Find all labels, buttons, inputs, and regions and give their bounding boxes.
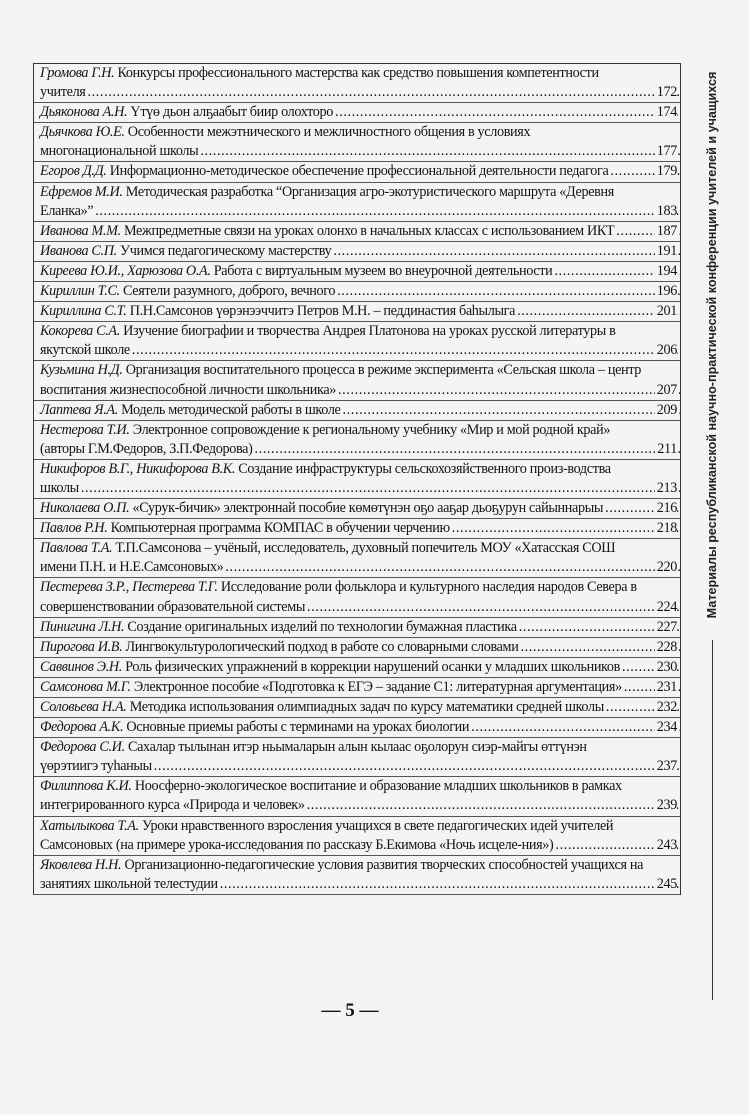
entry-title: Изучение биографии и творчества Андрея Платонова на уроках русской литературы в якутской школе ..... [40,323,615,358]
toc-entry [34,698,680,718]
toc-entry [34,777,680,816]
toc-entry [34,499,680,519]
entry-author: Кириллина С.Т. [40,303,127,320]
entry-page: 237 [655,757,677,776]
entry-page: 239 [655,796,677,815]
toc-entry [34,123,680,162]
entry-title: Основные приемы работы с терминами на уроках биологии ..... [126,719,469,735]
entry-title: Ноосферно-экологическое воспитание и образование младших школьников в рамках интегрированного курса «Природа и человек» ..... [40,778,622,813]
entry-title: Методика использования олимпиадных задач по курсу математики средней школы ..... [130,699,604,715]
entry-title: Создание инфраструктуры сельскохозяйственного произ-водства школы ..... [40,461,611,496]
toc-entry [34,817,680,856]
entry-title: Лингвокультурологический подход в работе со словарными словами ..... [126,639,519,655]
entry-author: Хатылыкова Т.А. [40,817,139,834]
entry-author: Громова Г.Н. [40,65,115,81]
entry-author: Иванова С.П. [40,242,117,259]
toc-entry [34,718,680,738]
page-number: — 5 — [321,1000,379,1021]
entry-title: Уроки нравственного взросления учащихся в свете педагогических идей учителей Самсоновых (на примере урока-исследования по рассказу Б.Екимова «Ночь исцеле-ния») ..... [40,818,613,853]
entry-page: 183 [655,202,677,221]
entry-page: 243 [655,836,677,855]
toc-entry [34,361,680,400]
entry-author: Егоров Д.Д. [40,163,107,180]
toc-entry [34,302,680,322]
entry-author: Лаптева Я.А. [40,401,118,418]
entry-page: 218 [655,519,677,538]
toc-entry [34,242,680,262]
entry-page: 196 [655,282,677,301]
entry-author: Самсонова М.Г. [40,678,131,695]
entry-author: Дьяконова А.Н. [40,104,128,121]
entry-page: 234 [655,718,677,737]
entry-author: Пестерева З.Р., Пестерева Т.Г. [40,579,218,596]
entry-author: Павлов Р.Н. [40,520,108,537]
entry-page: 220 [655,558,677,577]
toc-entry [34,222,680,242]
side-running-title [700,65,724,625]
entry-title: П.Н.Самсонов үөрэнээччитэ Петров М.Н. – педдинастия баһылыга ..... [130,303,515,319]
toc-entry [34,519,680,539]
entry-title: Методическая разработка “Организация агро-экотуристического маршрута «Деревня Еланка»” ..... [40,184,614,219]
toc-entry [34,103,680,123]
entry-page: 228 [655,638,677,657]
entry-author: Киреева Ю.И., Харюзова О.А. [40,262,211,279]
entry-title: Организация воспитательного процесса в режиме эксперимента «Сельская школа – центр воспитания жизнеспособной личности школьника» ..... [40,362,641,397]
entry-title: Учимся педагогическому мастерству ..... [120,243,331,259]
entry-author: Кузьмина Н.Д. [40,362,123,379]
toc-entry [34,322,680,361]
entry-title: Роль физических упражнений в коррекции нарушений осанки у младших школьников ..... [125,659,620,675]
toc-entry [34,539,680,578]
entry-author: Соловьева Н.А. [40,699,127,715]
toc-entry [34,460,680,499]
toc-entry [34,658,680,678]
entry-author: Саввинов Э.Н. [40,658,122,675]
entry-title: Үтүө дьон алҕаабыт биир олохторо ..... [130,104,333,120]
entry-author: Никифоров В.Г., Никифорова В.К. [40,460,236,477]
toc-entry [34,618,680,638]
entry-title: Т.П.Самсонова – учёный, исследователь, духовный попечитель МОУ «Хатасская СОШ имени П.Н. и Н.Е.Самсоновых» ..... [40,540,615,575]
entry-author: Кириллин Т.С. [40,283,120,300]
entry-page: 201 [655,302,677,321]
toc-entry [34,856,680,895]
toc-entry [34,401,680,421]
entry-title: Особенности межэтнического и межличностного общения в условиях многонациональной школы ..... [40,124,530,159]
entry-page: 211 [655,440,677,459]
entry-page: 177 [655,142,677,161]
entry-title: Электронное пособие «Подготовка к ЕГЭ – задание С1: литературная аргументация» ..... [134,679,622,695]
entry-author: Иванова М.М. [40,222,121,239]
entry-author: Николаева О.П. [40,500,130,517]
side-title-text: Материалы республиканской научно-практической конференции учителей и учащихся [705,71,719,619]
entry-title: «Сурук-бичик» электроннай пособие көмөтүнэн оҕо ааҕар дьоҕурун сайыннарыы ..... [133,500,604,516]
toc-entry [34,282,680,302]
entry-title: Сеятели разумного, доброго, вечного ..... [123,283,335,299]
toc-entry [34,638,680,658]
entry-page: 206 [655,341,677,360]
entry-author: Ефремов М.И. [40,183,123,200]
entry-author: Павлова Т.А. [40,540,113,557]
toc-entry [34,183,680,222]
toc-entry [34,421,680,460]
entry-author: Филиппова К.И. [40,778,132,795]
toc-entry [34,64,680,103]
entry-page: 216 [655,499,677,518]
entry-page: 209 [655,401,677,420]
entry-title: Конкурсы профессионального мастерства как средство повышения компетентности учителя ..... [40,65,599,100]
toc-entry [34,578,680,617]
toc-entry [34,738,680,777]
entry-title: Межпредметные связи на уроках олонхо в начальных классах с использованием ИКТ ..... [124,223,614,239]
entry-page: 191 [655,242,677,261]
entry-author: Федорова С.И. [40,739,125,756]
toc-entry [34,162,680,182]
table-of-contents [33,63,681,895]
toc-entry [34,262,680,282]
entry-page: 245 [655,875,677,894]
entry-page: 232 [655,698,677,717]
entry-page: 224 [655,598,677,617]
side-divider-line [712,640,713,1000]
entry-page: 194 [655,262,677,281]
entry-author: Дьячкова Ю.Е. [40,124,125,141]
entry-page: 179 [655,162,677,181]
entry-page: 227 [655,618,677,637]
entry-title: Информационно-методическое обеспечение профессиональной деятельности педагога ..... [110,163,609,179]
entry-page: 174 [655,103,677,122]
toc-entry [34,678,680,698]
entry-title: Сахалар тылынан итэр ньымаларын алын кылаас оҕолорун сиэр-майгы өттүнэн үөрэтиигэ туһаныы ..... [40,739,587,774]
entry-title: Создание оригинальных изделий по технологии бумажная пластика ..... [127,619,516,635]
entry-title: Электронное сопровождение к региональному учебнику «Мир и мой родной край» (авторы Г.М.Федоров, З.П.Федорова) ..... [40,422,610,457]
entry-title: Работа с виртуальным музеем во внеурочной деятельности ..... [214,263,553,279]
entry-author: Кокорева С.А. [40,323,120,340]
entry-page: 231 [655,678,677,697]
entry-title: Компьютерная программа КОМПАС в обучении черчению ..... [111,520,450,536]
entry-author: Пинигина Л.Н. [40,618,125,635]
entry-page: 172 [655,83,677,102]
entry-author: Яковлева Н.Н. [40,856,122,873]
entry-author: Пирогова И.В. [40,638,123,655]
entry-title: Модель методической работы в школе ..... [121,402,340,418]
entry-title: Организационно-педагогические условия развития творческих способностей учащихся на занятиях школьной телестудии ..... [40,857,643,892]
entry-page: 230 [655,658,677,677]
entry-page: 213 [655,479,677,498]
entry-title: Исследование роли фольклора и культурного наследия народов Севера в совершенствовании образовательной системы ..... [40,579,637,614]
entry-author: Нестерова Т.И. [40,421,130,438]
entry-page: 187 [655,222,677,241]
entry-page: 207 [655,381,677,400]
entry-author: Федорова А.К. [40,719,124,736]
